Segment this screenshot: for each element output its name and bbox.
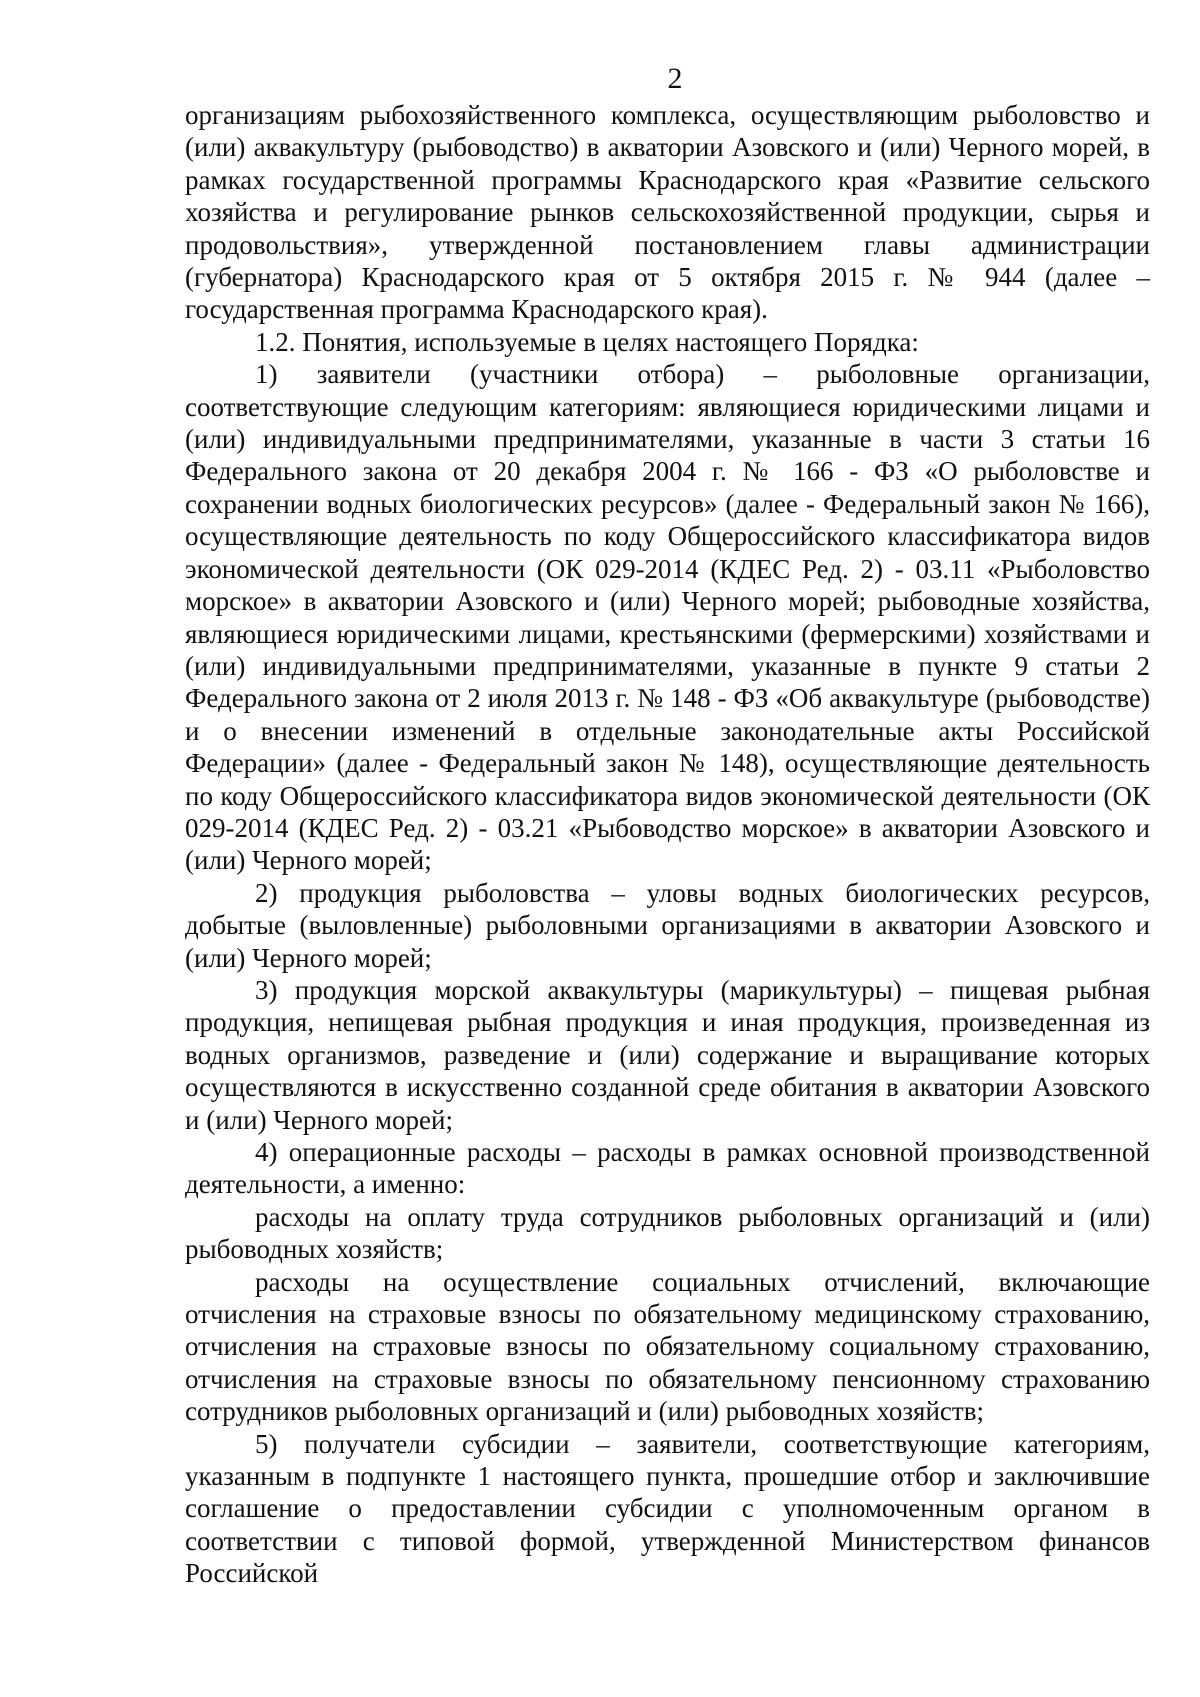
- page-number: 2: [667, 62, 683, 95]
- paragraph-intro-continuation: организациям рыбохозяйственного комплекса, осуществляющим рыболовство и (или) аквакультуру (рыбоводство) в акватории Азовского и (или) Черного морей, в рамках государственной программы Краснодарского края «Развитие сельского хозяйства и регулирование рынков сельскохозяйственной продукции, сырья и продовольствия», утвержденной постановлением главы администрации (губернатора) Краснодарского края от 5 октября 2015 г. № 944 (далее – государственная программа Краснодарского края).: [185, 100, 1150, 325]
- document-body: [185, 99, 1150, 1590]
- paragraph-definition-subsidy-recipients: 5) получатели субсидии – заявители, соответствующие категориям, указанным в подпункте 1 настоящего пункта, прошедшие отбор и заключившие соглашение о предоставлении субсидии с уполномоченным органом в соответствии с типовой формой, утвержденной Министерством финансов Российской: [185, 1428, 1150, 1589]
- paragraph-definition-fishing-products: 2) продукция рыболовства – уловы водных биологических ресурсов, добытые (выловленные) рыболовными организациями в акватории Азовского и (или) Черного морей;: [185, 877, 1150, 973]
- paragraph-expenses-social-contributions: расходы на осуществление социальных отчислений, включающие отчисления на страховые взносы по обязательному медицинскому страхованию, отчисления на страховые взносы по обязательному социальному страхованию, отчисления на страховые взносы по обязательному пенсионному страхованию сотрудников рыболовных организаций и (или) рыбоводных хозяйств;: [185, 1266, 1150, 1427]
- paragraph-1-2-heading: 1.2. Понятия, используемые в целях настоящего Порядка:: [255, 326, 919, 357]
- paragraph-definition-applicants: 1) заявители (участники отбора) – рыболовные организации, соответствующие следующим категориям: являющиеся юридическими лицами и (или) индивидуальными предпринимателями, указанные в части 3 статьи 16 Федерального закона от 20 декабря 2004 г. № 166 - ФЗ «О рыболовстве и сохранении водных биологических ресурсов» (далее - Федеральный закон № 166), осуществляющие деятельность по коду Общероссийского классификатора видов экономической деятельности (ОК 029-2014 (КДЕС Ред. 2) - 03.11 «Рыболовство морское» в акватории Азовского и (или) Черного морей; рыбоводные хозяйства, являющиеся юридическими лицами, крестьянскими (фермерскими) хозяйствами и (или) индивидуальными предпринимателями, указанные в пункте 9 статьи 2 Федерального закона от 2 июля 2013 г. № 148 - ФЗ «Об аквакультуре (рыбоводстве) и о внесении изменений в отдельные законодательные акты Российской Федерации» (далее - Федеральный закон № 148), осуществляющие деятельность по коду Общероссийского классификатора видов экономической деятельности (ОК 029-2014 (КДЕС Ред. 2) - 03.21 «Рыбоводство морское» в акватории Азовского и (или) Черного морей;: [185, 359, 1150, 876]
- paragraph-definition-operating-expenses: 4) операционные расходы – расходы в рамках основной производственной деятельности, а именно:: [185, 1137, 1150, 1200]
- paragraph-definition-mariculture-products: 3) продукция морской аквакультуры (марикультуры) – пищевая рыбная продукция, непищевая рыбная продукция и иная продукция, произведенная из водных организмов, разведение и (или) содержание и выращивание которых осуществляются в искусственно созданной среде обитания в акватории Азовского и (или) Черного морей;: [185, 974, 1150, 1135]
- paragraph-expenses-wages: расходы на оплату труда сотрудников рыболовных организаций и (или) рыбоводных хозяйств;: [185, 1201, 1150, 1265]
